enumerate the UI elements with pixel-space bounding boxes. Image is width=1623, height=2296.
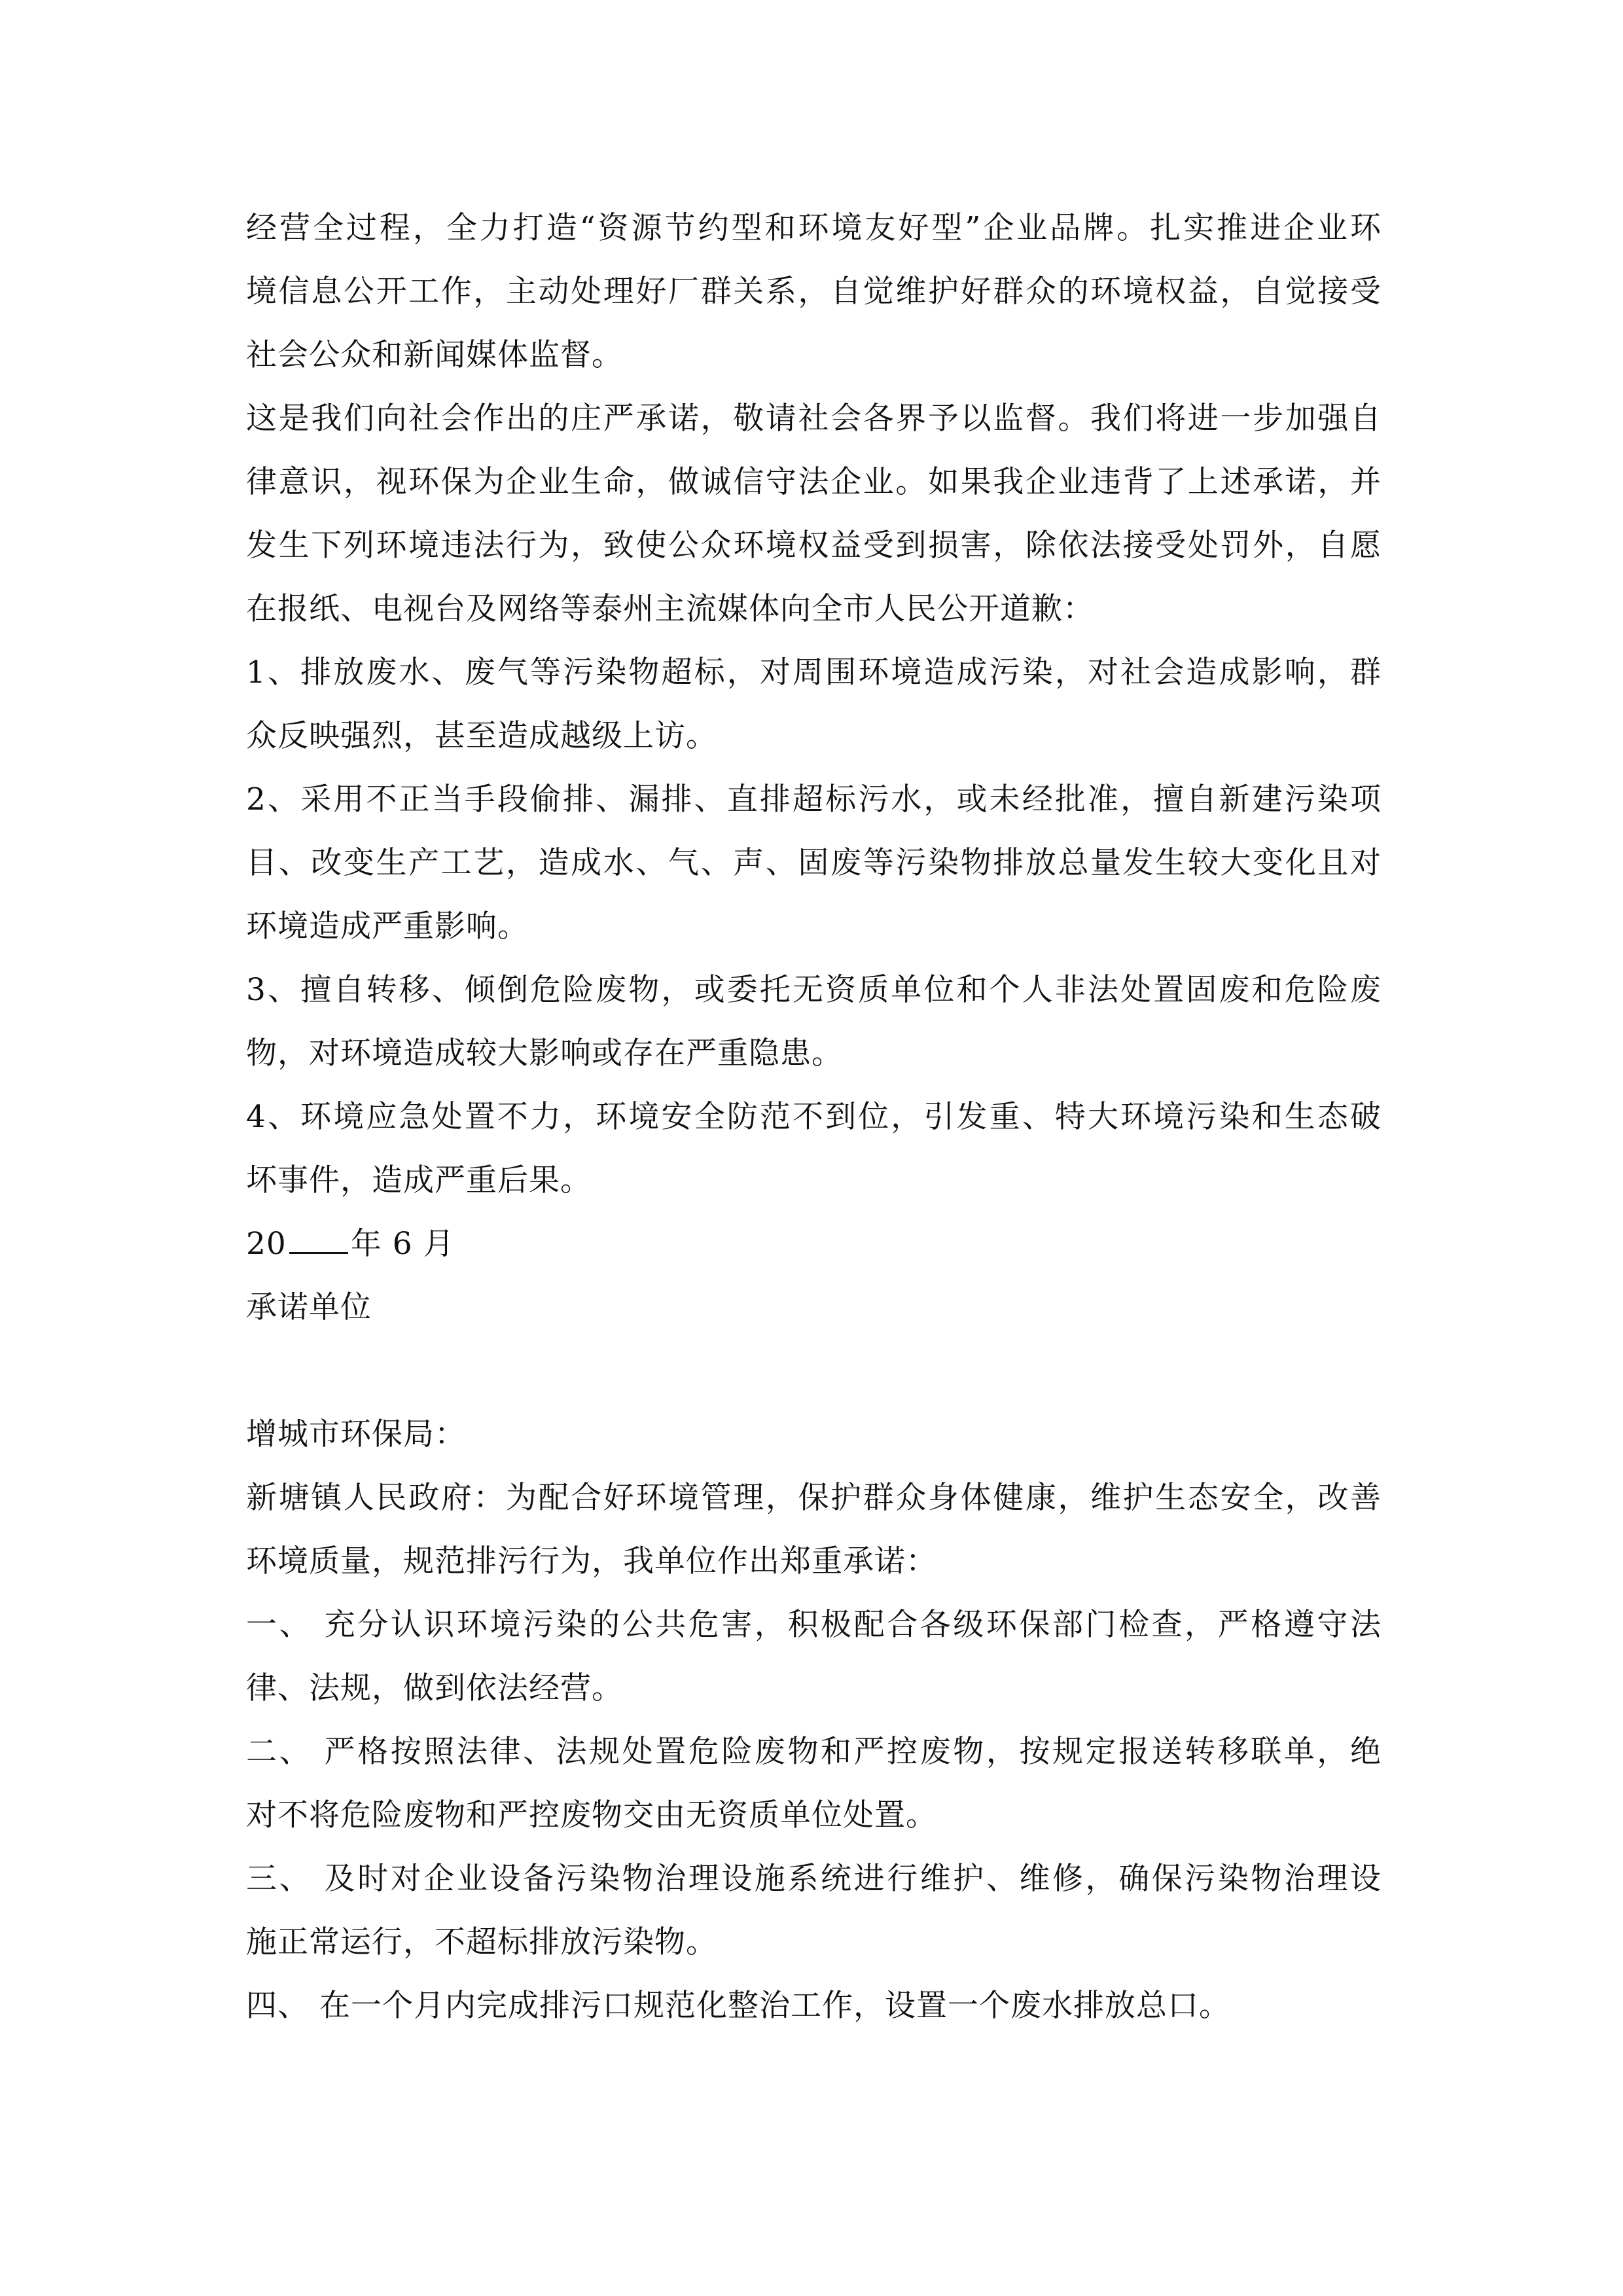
- list-item-line: 4、环境应急处置不力，环境安全防范不到位，引发重、特大环境污染和生态破: [246, 1099, 1382, 1135]
- paragraph-line: 在报纸、电视台及网络等泰州主流媒体向全市人民公开道歉：: [246, 591, 1094, 627]
- paragraph-line: 发生下列环境违法行为，致使公众环境权益受到损害，除依法接受处罚外，自愿: [246, 528, 1382, 564]
- list-item-line: 物，对环境造成较大影响或存在严重隐患。: [246, 1035, 843, 1071]
- signature-label: 承诺单位: [246, 1289, 372, 1325]
- list-item-line: 2、采用不正当手段偷排、漏排、直排超标污水，或未经批准，擅自新建污染项: [246, 781, 1382, 817]
- list-item-line: 众反映强烈，甚至造成越级上访。: [246, 718, 717, 754]
- paragraph-line: 境信息公开工作，主动处理好厂群关系，自觉维护好群众的环境权益，自觉接受: [246, 274, 1382, 310]
- list-item-line: 目、改变生产工艺，造成水、气、声、固废等污染物排放总量发生较大变化且对: [246, 845, 1382, 881]
- paragraph-line: 社会公众和新闻媒体监督。: [246, 337, 623, 373]
- list-item-line: 律、法规，做到依法经营。: [246, 1670, 623, 1706]
- list-item-line: 三、 及时对企业设备污染物治理设施系统进行维护、维修，确保污染物治理设: [246, 1861, 1382, 1897]
- paragraph-line: 新塘镇人民政府：为配合好环境管理，保护群众身体健康，维护生态安全，改善: [246, 1480, 1382, 1516]
- section-spacer: [246, 1339, 1382, 1403]
- date-blank-underline: [289, 1226, 348, 1254]
- addressee-line: 增城市环保局：: [246, 1416, 466, 1452]
- list-item-line: 1、排放废水、废气等污染物超标，对周围环境造成污染，对社会造成影响，群: [246, 655, 1382, 691]
- list-item-line: 对不将危险废物和严控废物交由无资质单位处置。: [246, 1797, 937, 1833]
- list-item-line: 环境造成严重影响。: [246, 908, 529, 944]
- date-line: [246, 1212, 1382, 1276]
- paragraph-line: 环境质量，规范排污行为，我单位作出郑重承诺：: [246, 1543, 937, 1579]
- paragraph-line: 律意识，视环保为企业生命，做诚信守法企业。如果我企业违背了上述承诺，并: [246, 464, 1382, 500]
- paragraph-line: 经营全过程，全力打造“资源节约型和环境友好型”企业品牌。扎实推进企业环: [246, 210, 1382, 246]
- document-body: [246, 196, 1382, 2037]
- list-item-line: 二、 严格按照法律、法规处置危险废物和严控废物，按规定报送转移联单，绝: [246, 1734, 1382, 1770]
- date-rest: 年 6 月: [350, 1226, 455, 1262]
- list-item-line: 一、 充分认识环境污染的公共危害，积极配合各级环保部门检查，严格遵守法: [246, 1607, 1382, 1643]
- list-item-line: 坏事件，造成严重后果。: [246, 1162, 592, 1198]
- date-year-prefix: 20: [246, 1226, 287, 1262]
- paragraph-line: 这是我们向社会作出的庄严承诺，敬请社会各界予以监督。我们将进一步加强自: [246, 401, 1382, 437]
- list-item-line: 四、 在一个月内完成排污口规范化整治工作，设置一个废水排放总口。: [246, 1988, 1230, 2024]
- list-item-line: 施正常运行，不超标排放污染物。: [246, 1924, 717, 1960]
- list-item-line: 3、擅自转移、倾倒危险废物，或委托无资质单位和个人非法处置固废和危险废: [246, 972, 1382, 1008]
